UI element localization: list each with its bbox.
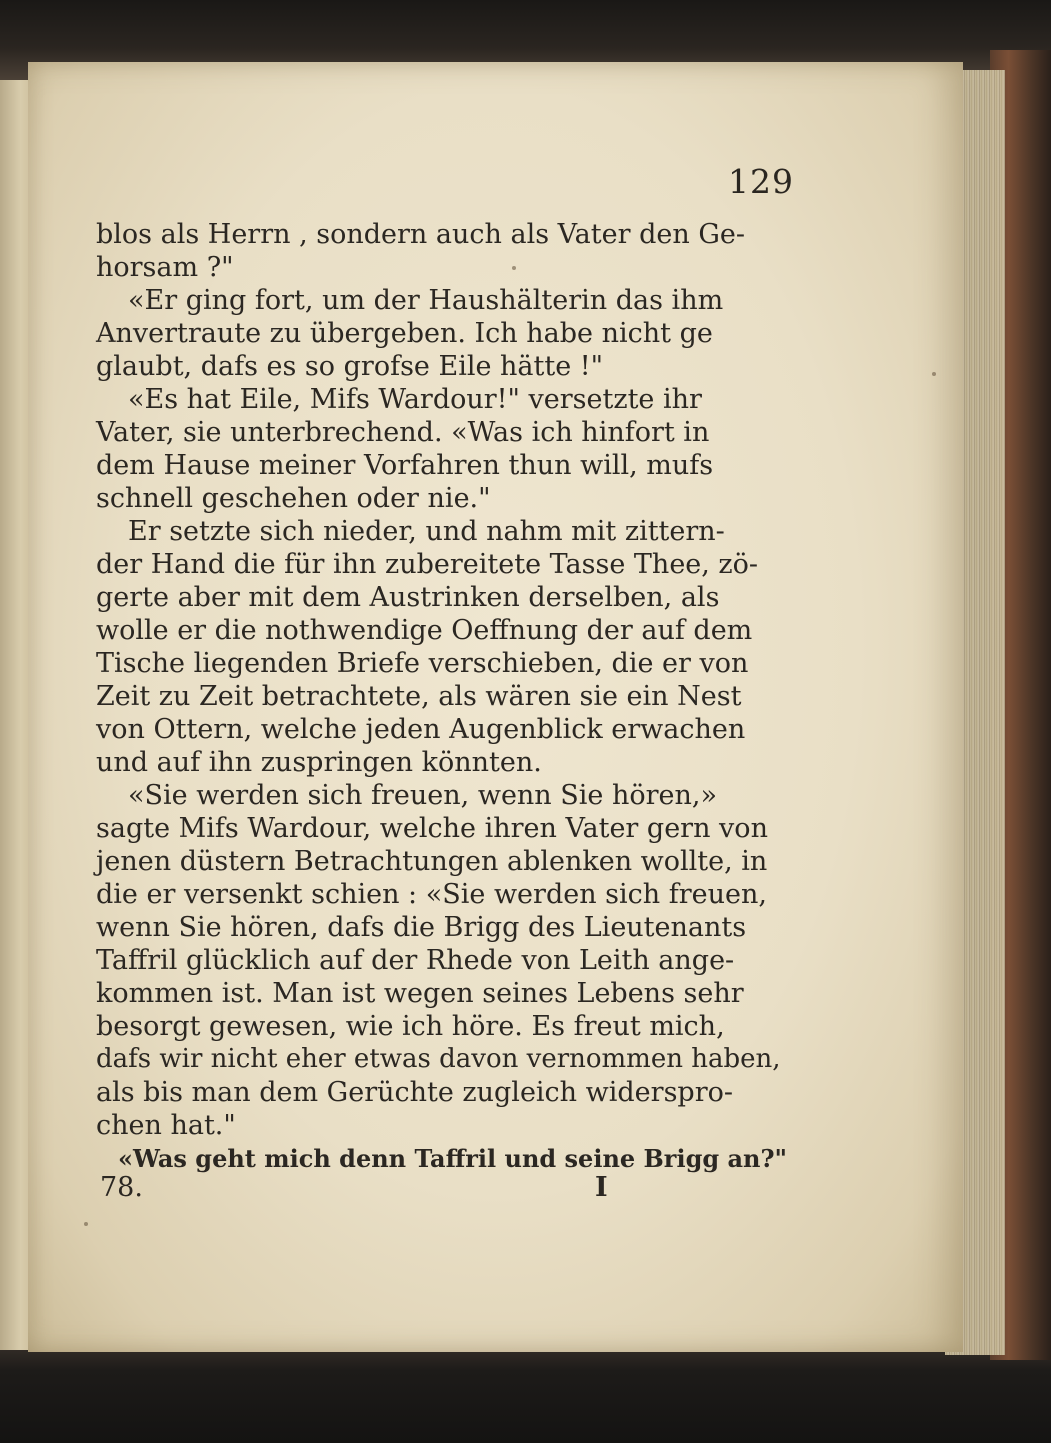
paper-speck [932, 372, 936, 376]
text-line-13: wolle er die nothwendige Oeffnung der auf dem [96, 615, 753, 646]
body-text [96, 218, 790, 1175]
text-line-26: dafs wir nicht eher etwas davon vernommen haben, [96, 1044, 781, 1074]
signature-mark: 78. [100, 1172, 143, 1203]
text-line-1: blos als Herrn , sondern auch als Vater den Ge- [96, 219, 745, 250]
text-line-24: kommen ist. Man ist wegen seines Lebens sehr [96, 978, 744, 1009]
text-line-20: jenen düstern Betrachtungen ablenken wollte, in [96, 846, 768, 877]
text-line-18: «Sie werden sich freuen, wenn Sie hören,» [128, 780, 717, 811]
text-line-8: dem Hause meiner Vorfahren thun will, mufs [96, 450, 714, 481]
text-line-11: der Hand die für ihn zubereitete Tasse Thee, zö- [96, 549, 759, 580]
text-line-6: «Es hat Eile, Mifs Wardour!" versetzte ihr [128, 384, 702, 415]
text-line-19: sagte Mifs Wardour, welche ihren Vater gern von [96, 813, 768, 844]
text-line-3: «Er ging fort, um der Haushälterin das ihm [128, 285, 724, 316]
text-line-29: «Was geht mich denn Taffril und seine Brigg an?" [118, 1144, 788, 1173]
text-line-22: wenn Sie hören, dafs die Brigg des Lieutenants [96, 912, 747, 943]
text-line-27: als bis man dem Gerüchte zugleich widerspro- [96, 1077, 733, 1108]
text-line-5: glaubt, dafs es so grofse Eile hätte !" [96, 351, 604, 382]
text-line-12: gerte aber mit dem Austrinken derselben, als [96, 582, 720, 613]
text-line-16: von Ottern, welche jeden Augenblick erwachen [96, 714, 746, 745]
page-number: 129 [728, 162, 794, 201]
text-line-2: horsam ?" [96, 252, 234, 283]
paper-speck [512, 266, 516, 270]
text-line-28: chen hat." [96, 1110, 236, 1141]
text-line-10: Er setzte sich nieder, und nahm mit zittern- [128, 516, 725, 547]
text-line-23: Taffril glücklich auf der Rhede von Leith ange- [96, 945, 735, 976]
text-line-15: Zeit zu Zeit betrachtete, als wären sie ein Nest [96, 681, 742, 712]
text-line-21: die er versenkt schien : «Sie werden sich freuen, [96, 879, 767, 910]
text-line-7: Vater, sie unterbrechend. «Was ich hinfort in [96, 417, 710, 448]
paper-speck [84, 1222, 88, 1226]
text-line-4: Anvertraute zu übergeben. Ich habe nicht ge [96, 318, 713, 349]
text-line-14: Tische liegenden Briefe verschieben, die er von [96, 648, 749, 679]
backdrop-bottom [0, 1340, 1051, 1443]
gathering-mark: I [595, 1172, 608, 1203]
text-line-25: besorgt gewesen, wie ich höre. Es freut mich, [96, 1011, 725, 1042]
text-line-9: schnell geschehen oder nie." [96, 483, 491, 514]
text-line-17: und auf ihn zuspringen könnten. [96, 747, 542, 778]
